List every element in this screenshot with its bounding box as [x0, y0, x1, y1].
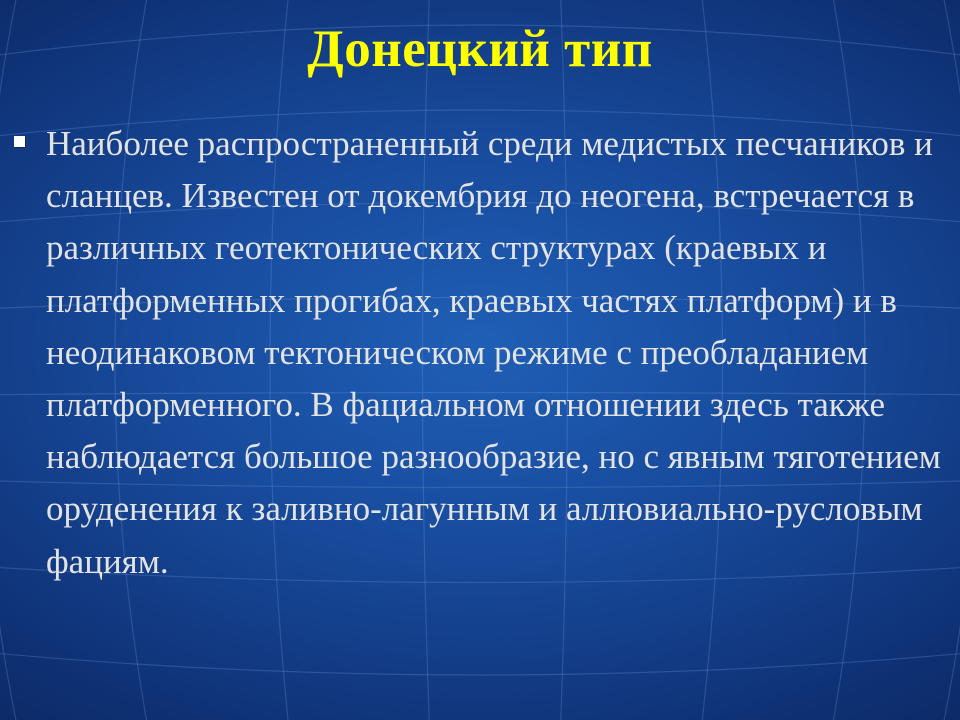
bullet-text: Наиболее распространенный среди медистых песчаников и сланцев. Известен от докембрия до неогена, встречается в различных геотектонических структурах (краевых и платформенных прогибах, краевых частях платформ) и в неодинаковом тектоническом режиме с преобладанием платформенного. В фациальном отношении здесь также наблюдается большое разнообразие, но с явным тяготением оруденения к заливно-лагунным и аллювиально-русловым фациям.	[46, 124, 941, 581]
bullet-item	[0, 118, 960, 588]
square-bullet-icon	[14, 136, 25, 147]
bullet-list	[0, 118, 960, 588]
slide-title: Донецкий тип	[307, 20, 653, 78]
